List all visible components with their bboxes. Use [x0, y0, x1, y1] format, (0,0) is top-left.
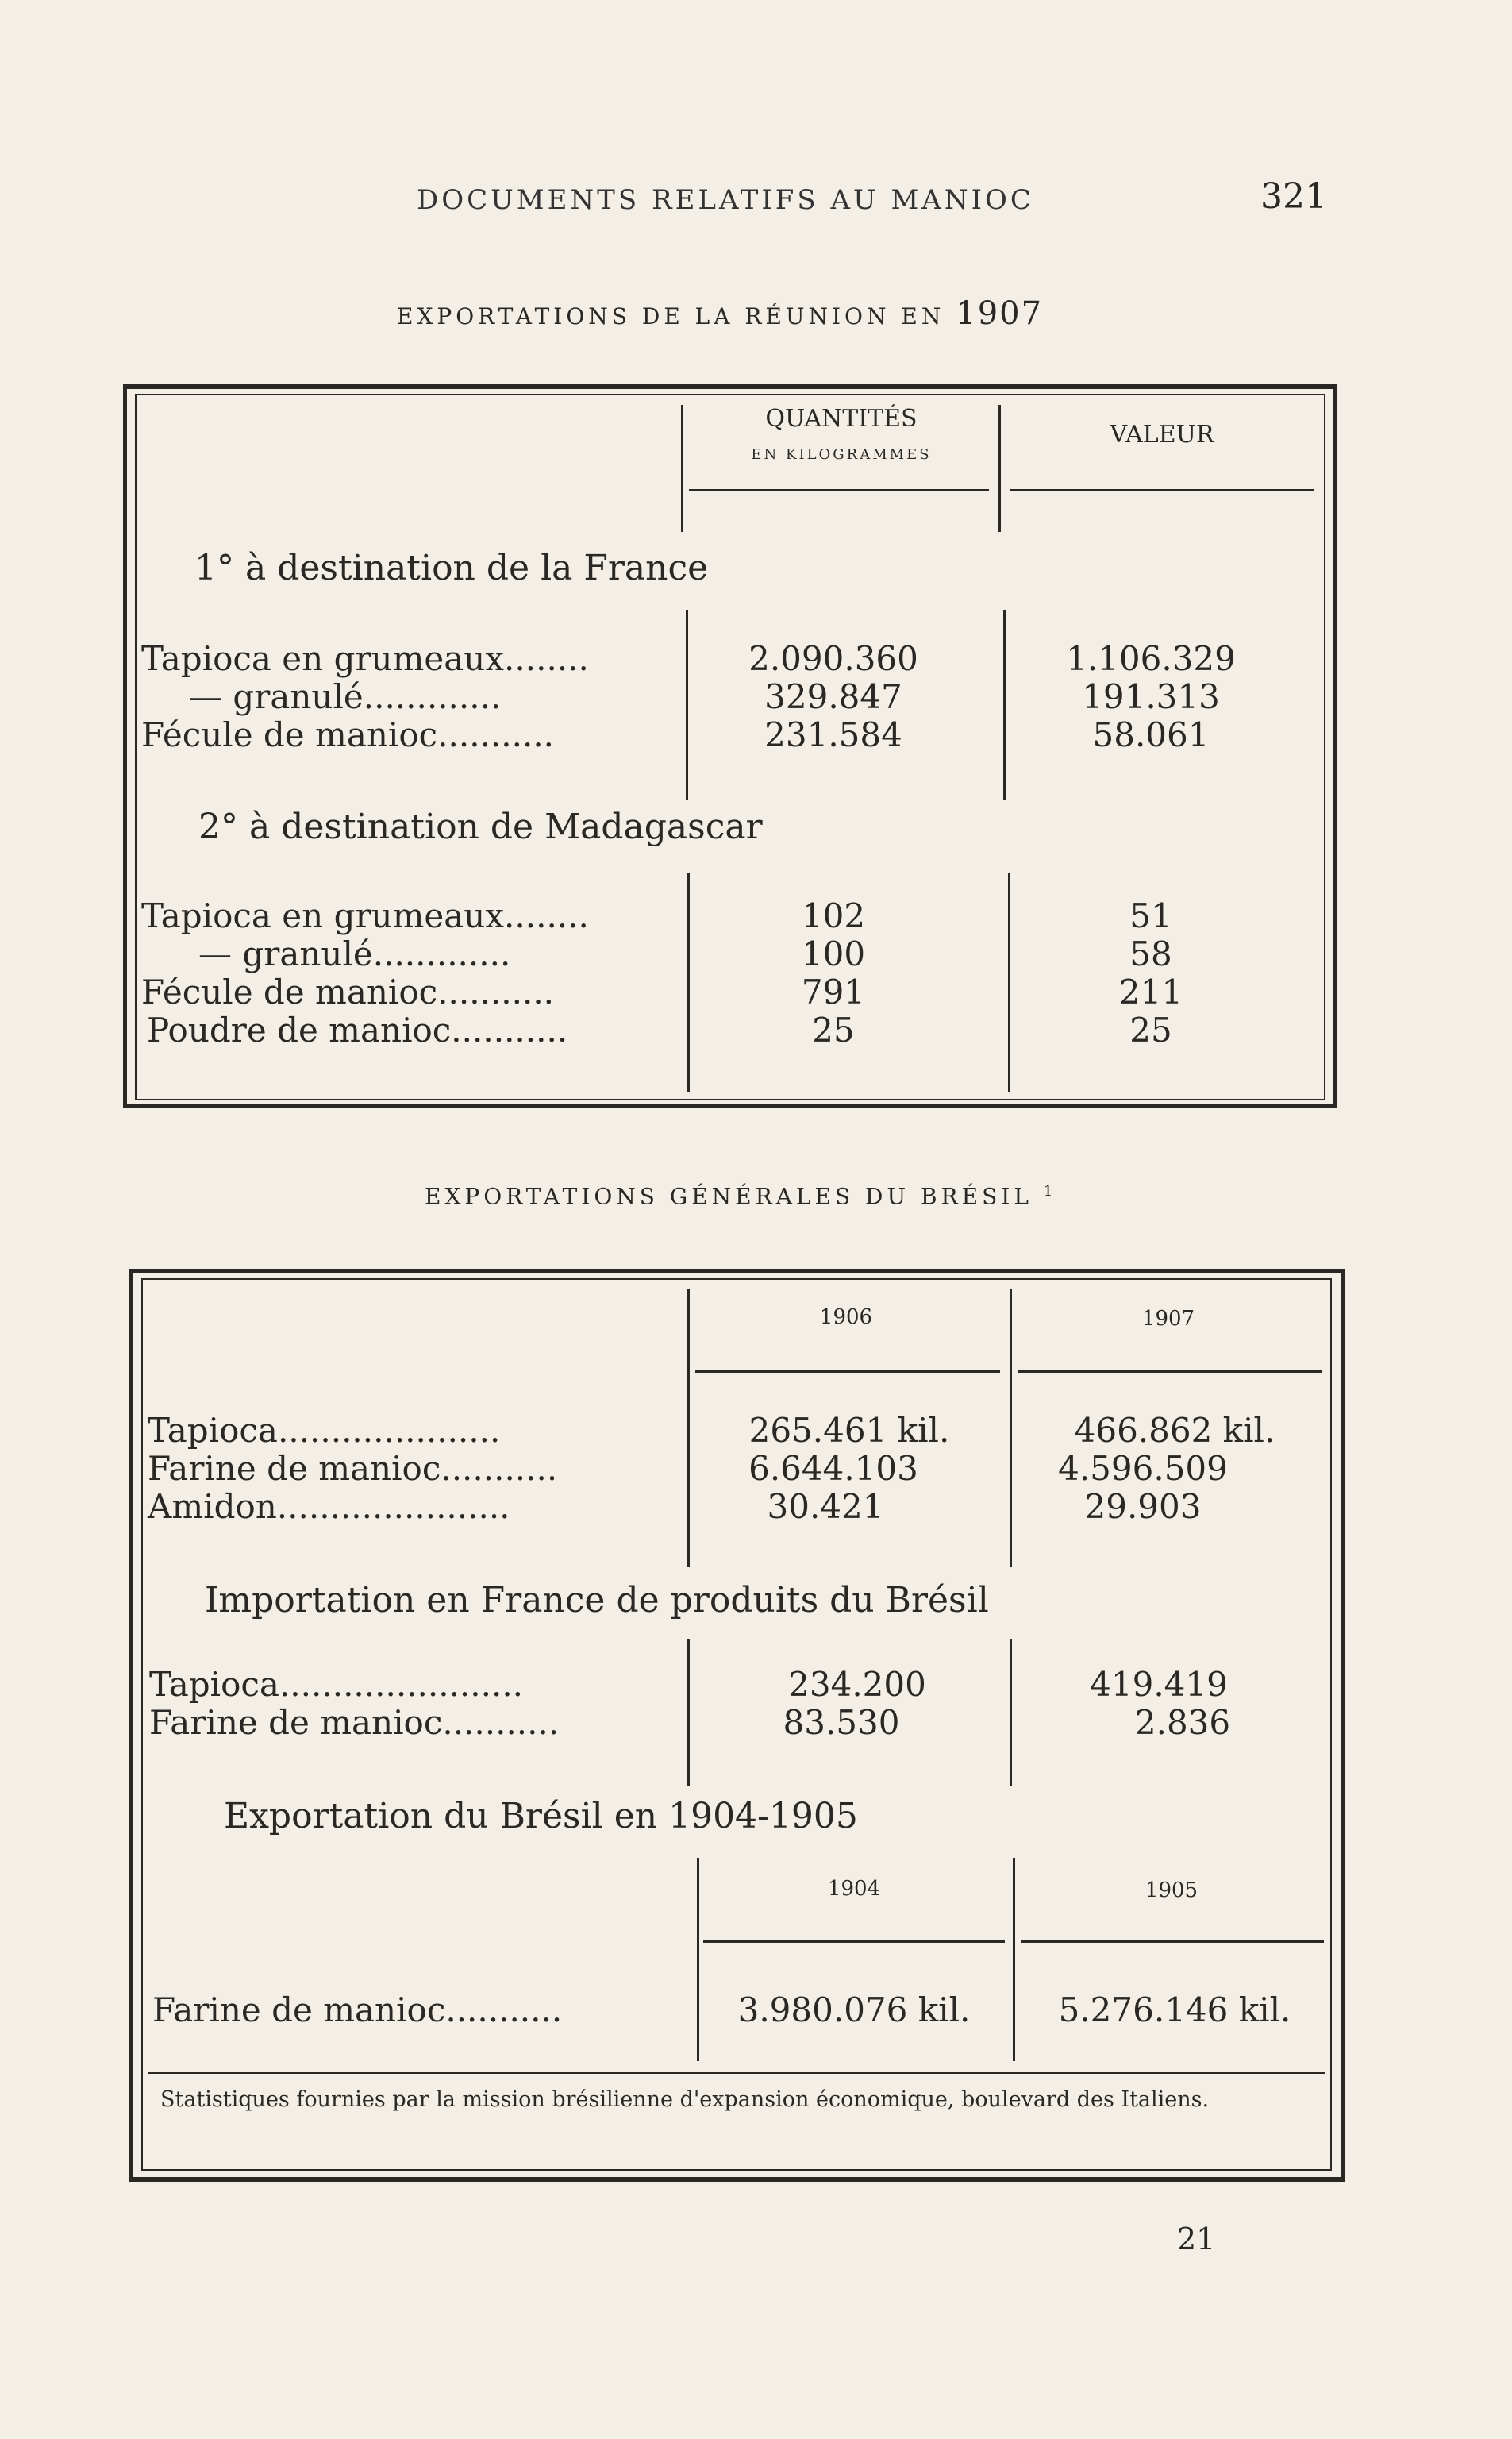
- table-row-label: Fécule de manioc...........: [141, 973, 555, 1011]
- table-row-label: Farine de manioc...........: [148, 1449, 558, 1488]
- table-row-label: Farine de manioc...........: [152, 1990, 563, 2029]
- table-cell-qty: 791: [801, 973, 866, 1011]
- table-cell-1906: 30.421: [767, 1487, 884, 1526]
- table-cell-qty: 102: [801, 896, 866, 935]
- table-cell-1906: 234.200: [788, 1665, 926, 1704]
- year-header-1904: 1904: [827, 1877, 881, 1901]
- page-number-bottom: 21: [1177, 2221, 1216, 2256]
- table-cell-1906: 265.461 kil.: [748, 1411, 950, 1450]
- table-cell-1907: 419.419: [1090, 1665, 1228, 1704]
- table-row-label: Amidon......................: [148, 1487, 510, 1526]
- col-quantites-subheader: EN KILOGRAMMES: [751, 446, 932, 463]
- table1-title-year: 1907: [956, 295, 1044, 332]
- year-header-1905: 1905: [1145, 1878, 1198, 1902]
- running-head: DOCUMENTS RELATIFS AU MANIOC: [417, 184, 1034, 216]
- table-row-label: Tapioca en grumeaux........: [141, 639, 589, 678]
- table2-footnote-marker: 1: [1043, 1183, 1053, 1200]
- table-cell-1906: 83.530: [783, 1703, 900, 1742]
- table-cell-qty: 25: [812, 1011, 855, 1050]
- section-france: 1° à destination de la France: [194, 548, 709, 588]
- table-cell-val: 58: [1129, 934, 1172, 973]
- col-valeur-header: VALEUR: [1110, 421, 1214, 449]
- table-row-label: Farine de manioc...........: [149, 1703, 560, 1742]
- table-cell-1907: 466.862 kil.: [1074, 1411, 1275, 1450]
- table-cell-1907: 4.596.509: [1058, 1449, 1228, 1488]
- table-cell-val: 1.106.329: [1066, 639, 1236, 678]
- table2-title: [425, 1183, 1052, 1209]
- table1-title-text: EXPORTATIONS DE LA RÉUNION EN: [397, 303, 945, 329]
- table-row-label: Tapioca.....................: [148, 1411, 501, 1450]
- page-number-top: 321: [1260, 176, 1327, 217]
- table-cell-1905: 5.276.146 kil.: [1058, 1990, 1291, 2029]
- footnote: Statistiques fournies par la mission brésilienne d'expansion économique, boulevard des Italiens.: [160, 2087, 1210, 2112]
- table-cell-1904: 3.980.076 kil.: [737, 1990, 971, 2029]
- table-cell-val: 191.313: [1082, 677, 1220, 716]
- col-quantites-header: QUANTITÉS: [765, 405, 918, 433]
- table-row-label: Tapioca en grumeaux........: [141, 896, 589, 935]
- section-importation: Importation en France de produits du Brésil: [205, 1580, 989, 1620]
- table-cell-val: 25: [1129, 1011, 1172, 1050]
- table-cell-1907: 29.903: [1084, 1487, 1202, 1526]
- section-madagascar: 2° à destination de Madagascar: [198, 807, 763, 847]
- table-row-label: Tapioca.......................: [149, 1665, 524, 1704]
- table-cell-qty: 329.847: [764, 677, 902, 716]
- table-cell-qty: 100: [801, 934, 866, 973]
- table-row-label: — granulé.............: [198, 934, 511, 973]
- table-cell-qty: 2.090.360: [748, 639, 918, 678]
- footnote-divider: [148, 2072, 1325, 2074]
- table2-title-text: EXPORTATIONS GÉNÉRALES DU BRÉSIL: [425, 1183, 1033, 1210]
- table1-title: [397, 295, 1043, 332]
- table-row-label: — granulé.............: [189, 677, 502, 716]
- section-exportation: Exportation du Brésil en 1904-1905: [224, 1796, 858, 1836]
- year-header-1907: 1907: [1141, 1307, 1195, 1331]
- table-row-label: Fécule de manioc...........: [141, 715, 555, 754]
- table-cell-1906: 6.644.103: [748, 1449, 918, 1488]
- table-cell-qty: 231.584: [764, 715, 902, 754]
- year-header-1906: 1906: [819, 1305, 873, 1329]
- table-cell-val: 211: [1118, 973, 1183, 1011]
- table-row-label: Poudre de manioc...........: [147, 1011, 568, 1050]
- table-cell-1907: 2.836: [1134, 1703, 1231, 1742]
- table-cell-val: 58.061: [1092, 715, 1210, 754]
- table-cell-val: 51: [1129, 896, 1172, 935]
